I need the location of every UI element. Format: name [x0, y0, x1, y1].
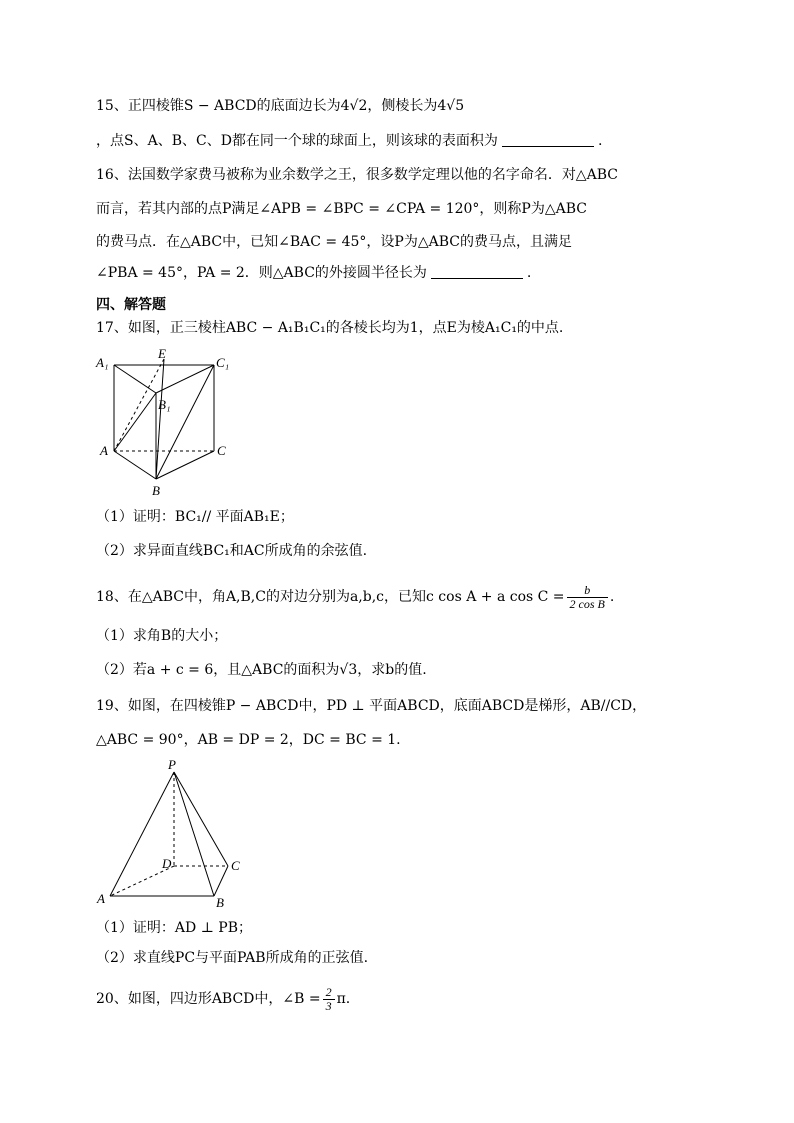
q16-line-3: 的费马点．在△ABC中，已知∠BAC = 45°，设P为△ABC的费马点，且满足 [96, 234, 572, 250]
label-c: C [217, 443, 226, 458]
fraction-denominator: 3 [325, 998, 332, 1013]
q16-line-2: 而言，若其内部的点P满足∠APB = ∠BPC = ∠CPA = 120°，则称P为△ABC [96, 201, 587, 217]
q19-part-1: （1）证明：AD ⊥ PB； [96, 920, 253, 936]
q18-part-2: （2）若a + c = 6，且△ABC的面积为√3，求b的值. [96, 662, 427, 678]
q20-stem-end: π. [336, 991, 351, 1007]
q18-part-1: （1）求角B的大小； [96, 628, 228, 644]
q18-stem-end: . [609, 589, 615, 605]
q19-line-2: △ABC = 90°，AB = DP = 2，DC = BC = 1. [96, 732, 401, 748]
q15-line-2 [96, 131, 602, 151]
label-p: P [168, 758, 176, 772]
q17-part-1: （1）证明：BC₁// 平面AB₁E； [96, 509, 294, 525]
label-b1: B₁ [158, 397, 171, 412]
pyramid-figure [94, 758, 254, 908]
fraction-numerator: b [567, 584, 608, 598]
q15-line-1: 15、正四棱锥S − ABCD的底面边长为4√2，侧棱长为4√5 [96, 98, 465, 114]
label-e: E [158, 347, 166, 361]
label-a: A [97, 891, 105, 906]
q20-stem-text: 20、如图，四边形ABCD中，∠B = [96, 991, 321, 1007]
label-d: D [162, 856, 172, 871]
q15-line-2-end: . [597, 133, 603, 149]
fraction-denominator: 2 cos B [569, 596, 605, 611]
q18-stem [96, 580, 614, 614]
label-a1: A₁ [96, 355, 109, 370]
answer-blank [431, 264, 523, 279]
fraction [567, 584, 608, 611]
answer-blank [502, 132, 594, 147]
q19-line-1: 19、如图，在四棱锥P − ABCD中，PD ⊥ 平面ABCD，底面ABCD是梯形，AB//CD， [96, 698, 647, 714]
prism-figure [94, 347, 234, 499]
q17-part-2: （2）求异面直线BC₁和AC所成角的余弦值. [96, 543, 368, 559]
q18-stem-text: 18、在△ABC中，角A,B,C的对边分别为a,b,c，已知c cos A + a cos C = [96, 589, 565, 605]
q20-stem [96, 982, 350, 1016]
q16-line-4 [96, 263, 531, 283]
label-b: B [216, 895, 224, 908]
label-b: B [152, 483, 160, 498]
fraction-numerator: 2 [323, 986, 335, 1000]
q17-stem: 17、如图，正三棱柱ABC − A₁B₁C₁的各棱长均为1，点E为棱A₁C₁的中点. [96, 320, 564, 336]
label-a: A [100, 443, 108, 458]
q16-line-1: 16、法国数学家费马被称为业余数学之王，很多数学定理以他的名字命名．对△ABC [96, 167, 618, 183]
q15-line-2-text: ，点S、A、B、C、D都在同一个球的球面上，则该球的表面积为 [96, 133, 498, 149]
fraction [323, 986, 335, 1013]
label-c1: C₁ [216, 355, 230, 370]
label-c: C [231, 858, 240, 873]
q16-line-4-end: . [526, 265, 532, 281]
q19-part-2: （2）求直线PC与平面PAB所成角的正弦值. [96, 950, 369, 966]
section-heading: 四、解答题 [96, 297, 166, 313]
q16-line-4-text: ∠PBA = 45°，PA = 2．则△ABC的外接圆半径长为 [96, 265, 427, 281]
